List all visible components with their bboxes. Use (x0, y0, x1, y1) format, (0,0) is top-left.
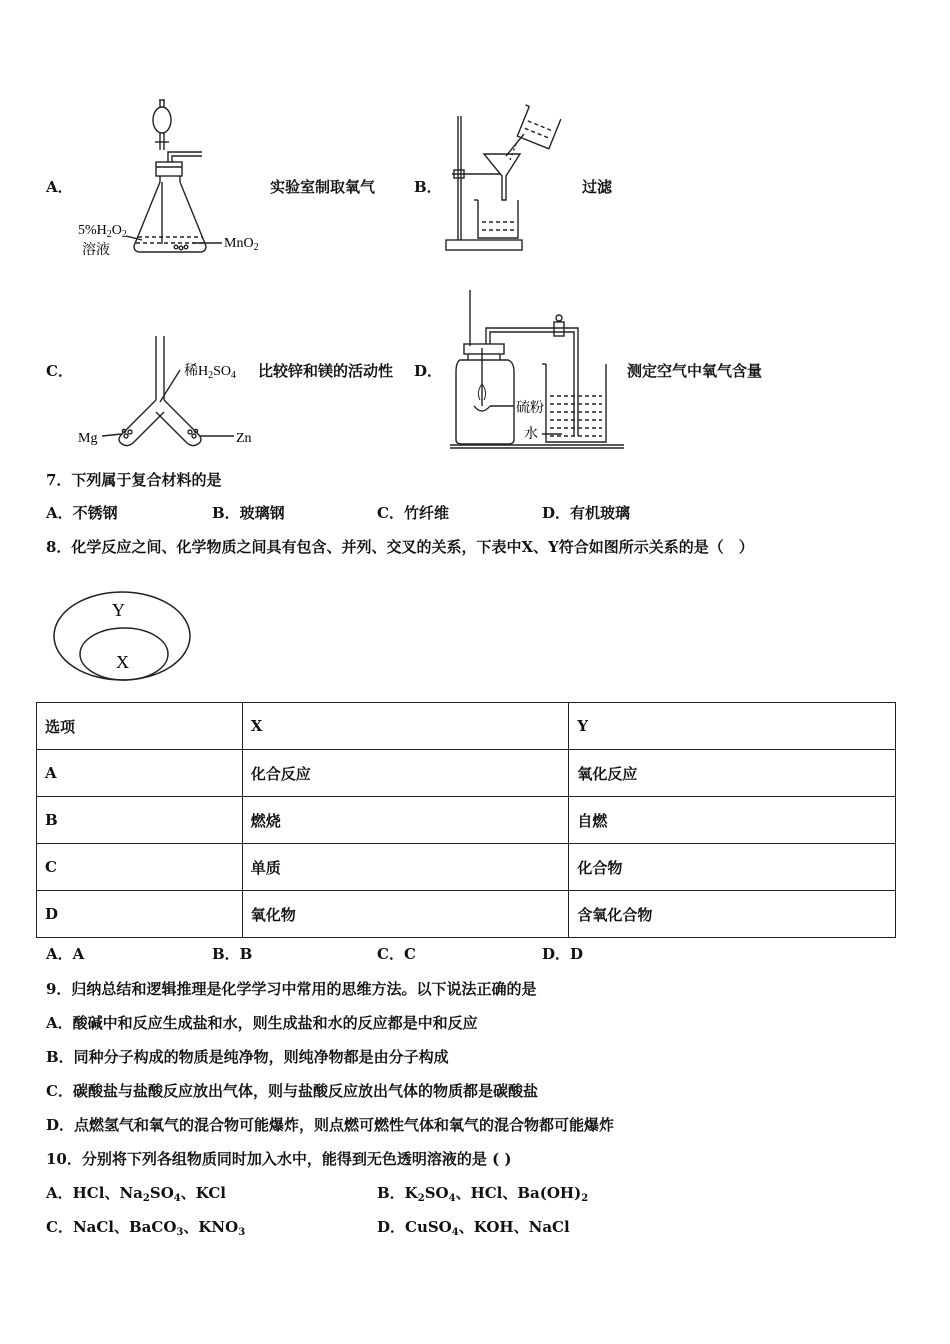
q10-option-a: A．HCl、$Na_2SO_4$、KCl (46, 1184, 227, 1204)
q6-option-b-text: 过滤 (582, 178, 613, 196)
table-header-cell: 选项 (37, 703, 243, 750)
table-cell: 氧化反应 (569, 750, 896, 797)
q6-option-b-letter: B． (414, 178, 442, 196)
q8-option-d: D．D (542, 945, 584, 963)
venn-diagram (48, 588, 196, 686)
q7-option-c: C．竹纤维 (377, 504, 449, 522)
table-row (37, 797, 896, 844)
q9-option-a: A．酸碱中和反应生成盐和水，则生成盐和水的反应都是中和反应 (46, 1014, 478, 1032)
q9-option-b: B．同种分子构成的物质是纯净物，则纯净物都是由分子构成 (46, 1048, 449, 1066)
venn-label-x: X (116, 652, 129, 672)
figure-oxygen-generation (72, 96, 282, 262)
q6-option-d-text: 测定空气中氧气含量 (627, 362, 763, 380)
label-water: 水 (524, 427, 538, 442)
table-row (37, 891, 896, 938)
q10-option-c: C．NaCl、BaCO$_3$、$KNO_3$ (46, 1218, 246, 1238)
q6-option-a-letter: A． (46, 178, 73, 196)
table-cell: 化合物 (569, 844, 896, 891)
label-sulfur-powder: 硫粉 (516, 401, 544, 416)
table-row (37, 844, 896, 891)
q6-option-c-letter: C． (46, 362, 73, 380)
figure-oxygen-content (446, 288, 626, 452)
label-h2o2-solution: $5\%H_2O_2$ (78, 223, 127, 240)
q7-option-d: D．有机玻璃 (542, 504, 631, 522)
figure-metal-activity (74, 330, 260, 454)
table-header-cell: X (242, 703, 569, 750)
table-cell: 单质 (242, 844, 569, 891)
table-cell: 氧化物 (242, 891, 569, 938)
question-8-stem: 8．化学反应之间、化学物质之间具有包含、并列、交叉的关系，下表中X、Y符合如图所示关系的是（ ） (46, 538, 754, 556)
q7-option-a: A．不锈钢 (46, 504, 118, 522)
options-table (36, 702, 896, 938)
figure-filtration (440, 104, 572, 256)
venn-label-y: Y (112, 600, 125, 620)
q10-option-b: B．$K_2SO_4$、HCl、$Ba(OH)_2$ (377, 1184, 589, 1204)
table-cell: 自燃 (569, 797, 896, 844)
q10-option-d: D．CuSO$_4$、KOH、NaCl (377, 1218, 570, 1238)
q8-option-a: A．A (46, 945, 85, 963)
q6-option-c-text: 比较锌和镁的活动性 (258, 362, 394, 380)
table-cell: A (37, 750, 243, 797)
q6-option-a-text: 实验室制取氧气 (270, 178, 376, 196)
table-header-row (37, 703, 896, 750)
q6-option-d-letter: D． (414, 362, 443, 380)
question-7-stem: 7．下列属于复合材料的是 (46, 471, 222, 489)
table-cell: B (37, 797, 243, 844)
q9-option-d: D．点燃氢气和氧气的混合物可能爆炸，则点燃可燃性气体和氧气的混合物都可能爆炸 (46, 1116, 615, 1134)
label-mno2: MnO$_2$ (224, 236, 259, 253)
table-cell: 化合反应 (242, 750, 569, 797)
question-10-stem: 10．分别将下列各组物质同时加入水中，能得到无色透明溶液的是 ( ) (46, 1150, 512, 1168)
label-mg: Mg (78, 431, 98, 446)
table-cell: 燃烧 (242, 797, 569, 844)
table-cell: C (37, 844, 243, 891)
label-zn: Zn (236, 431, 252, 446)
table-header-cell: Y (569, 703, 896, 750)
q7-option-b: B．玻璃钢 (212, 504, 285, 522)
question-9-stem: 9．归纳总结和逻辑推理是化学学习中常用的思维方法。以下说法正确的是 (46, 980, 537, 998)
q9-option-c: C．碳酸盐与盐酸反应放出气体，则与盐酸反应放出气体的物质都是碳酸盐 (46, 1082, 538, 1100)
table-row (37, 750, 896, 797)
table-cell: 含氧化合物 (569, 891, 896, 938)
q8-option-c: C．C (377, 945, 416, 963)
label-solution: 溶液 (82, 243, 110, 258)
label-dilute-h2so4: 稀$H_2SO_4$ (184, 364, 237, 381)
q8-option-b: B．B (212, 945, 253, 963)
table-cell: D (37, 891, 243, 938)
